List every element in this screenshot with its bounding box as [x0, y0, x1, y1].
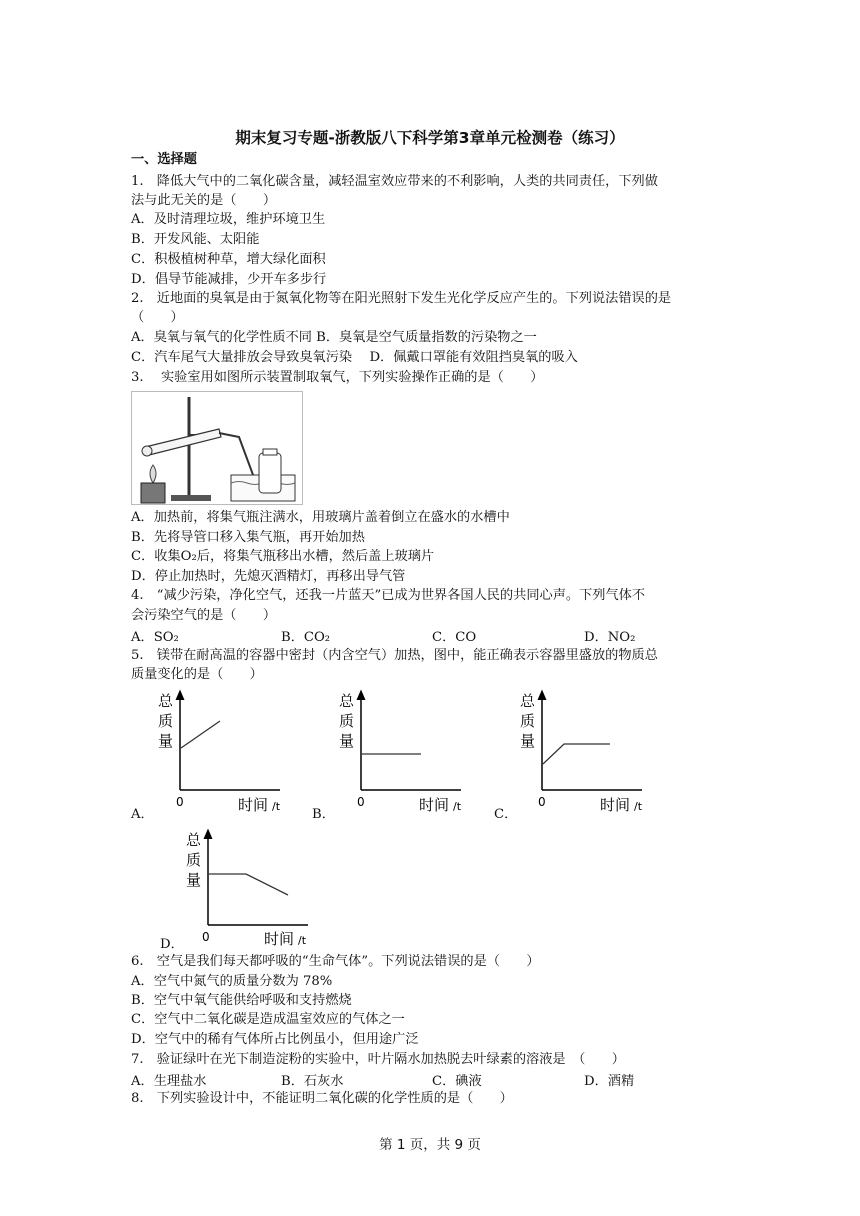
y-label-2: 质	[186, 851, 202, 869]
graph-d	[180, 829, 316, 957]
question-6-option-a: A．空气中氮气的质量分数为 78%	[131, 974, 333, 989]
question-7-option-a: A．生理盐水	[131, 1074, 207, 1089]
question-1-option-b: B．开发风能、太阳能	[131, 232, 260, 247]
y-label-1: 总	[158, 692, 174, 710]
question-6-option-c: C．空气中二氧化碳是造成温室效应的气体之一	[131, 1012, 405, 1027]
line-flat-then-fall	[209, 874, 288, 895]
question-2-options-ab: A．臭氧与氧气的化学性质不同 B．臭氧是空气质量指数的污染物之一	[131, 330, 537, 345]
question-5-option-b: B．	[312, 807, 335, 822]
question-6-stem: 6. 空气是我们每天都呼吸的“生命气体”。下列说法错误的是（ ）	[131, 954, 540, 969]
x-unit: /t	[634, 800, 643, 813]
question-3-stem: 3. 实验室用如图所示装置制取氧气，下列实验操作正确的是（ ）	[131, 370, 544, 385]
x-unit: /t	[298, 934, 307, 947]
x-label: 时间	[264, 930, 295, 948]
x-label: 时间	[419, 796, 450, 814]
y-label-3: 量	[520, 732, 536, 750]
x-label: 时间	[238, 796, 269, 814]
origin-label: 0	[357, 795, 365, 809]
question-3-option-b: B．先将导管口移入集气瓶，再开始加热	[131, 530, 365, 545]
question-7-option-c: C．碘液	[432, 1074, 482, 1089]
question-4-option-c: C．CO	[432, 630, 477, 645]
origin-label: 0	[202, 930, 210, 944]
line-increasing	[181, 721, 220, 748]
question-5-option-c: C．	[494, 807, 518, 822]
y-label-3: 量	[186, 871, 202, 889]
question-7-option-b: B．石灰水	[281, 1074, 344, 1089]
question-2-options-cd: C．汽车尾气大量排放会导致臭氧污染 D．佩戴口罩能有效阻挡臭氧的吸入	[131, 350, 578, 365]
question-4-stem-cont: 会污染空气的是（ ）	[131, 608, 277, 623]
origin-label: 0	[176, 795, 184, 809]
graph-a	[152, 686, 288, 814]
question-5-stem-cont: 质量变化的是（ ）	[131, 667, 263, 682]
page-title: 期末复习专题-浙教版八下科学第3章单元检测卷（练习）	[235, 129, 625, 147]
question-1-option-d: D．倡导节能减排，少开车多步行	[131, 272, 327, 287]
y-label-2: 质	[339, 712, 355, 730]
oxygen-apparatus-figure	[131, 391, 303, 505]
y-label-2: 质	[520, 712, 536, 730]
question-5-stem: 5. 镁带在耐高温的容器中密封（内含空气）加热，图中，能正确表示容器里盛放的物质总	[131, 648, 658, 663]
question-4-option-d: D．NO₂	[584, 630, 636, 645]
question-7-stem: 7. 验证绿叶在光下制造淀粉的实验中，叶片隔水加热脱去叶绿素的溶液是 （ ）	[131, 1052, 625, 1067]
question-1-option-c: C．积极植树种草，增大绿化面积	[131, 252, 326, 267]
origin-label: 0	[538, 795, 546, 809]
y-label-3: 量	[339, 732, 355, 750]
question-2-stem-cont: （ ）	[131, 310, 184, 325]
question-1-option-a: A．及时清理垃圾，维护环境卫生	[131, 212, 326, 227]
page-footer: 第 1 页，共 9 页	[379, 1137, 481, 1153]
question-6-option-d: D．空气中的稀有气体所占比例虽小，但用途广泛	[131, 1032, 419, 1047]
question-2-stem: 2. 近地面的臭氧是由于氮氧化物等在阳光照射下发生光化学反应产生的。下列说法错误的是	[131, 291, 672, 306]
question-7-option-d: D．酒精	[584, 1074, 635, 1089]
question-1-stem: 1. 降低大气中的二氧化碳含量，减轻温室效应带来的不利影响，人类的共同责任，下列做	[131, 174, 658, 189]
x-unit: /t	[272, 800, 281, 813]
question-3-option-a: A．加热前，将集气瓶注满水，用玻璃片盖着倒立在盛水的水槽中	[131, 510, 510, 525]
y-label-1: 总	[520, 692, 536, 710]
x-label: 时间	[600, 796, 631, 814]
line-rise-then-flat	[543, 744, 610, 764]
question-6-option-b: B．空气中氧气能供给呼吸和支持燃烧	[131, 993, 352, 1008]
y-label-3: 量	[158, 732, 174, 750]
question-5-option-d: D．	[160, 937, 184, 952]
question-4-stem: 4. “减少污染，净化空气，还我一片蓝天”已成为世界各国人民的共同心声。下列气体不	[131, 588, 645, 603]
question-3-option-d: D．停止加热时，先熄灭酒精灯，再移出导气管	[131, 569, 406, 584]
y-label-2: 质	[158, 712, 174, 730]
question-4-option-a: A．SO₂	[131, 630, 179, 645]
question-8-stem: 8. 下列实验设计中，不能证明二氧化碳的化学性质的是（ ）	[131, 1091, 513, 1106]
x-unit: /t	[453, 800, 462, 813]
section-heading: 一、选择题	[131, 152, 197, 167]
y-label-1: 总	[186, 831, 202, 849]
question-4-option-b: B．CO₂	[281, 630, 331, 645]
graph-b	[333, 686, 469, 814]
question-3-option-c: C．收集O₂后，将集气瓶移出水槽，然后盖上玻璃片	[131, 549, 435, 564]
y-label-1: 总	[339, 692, 355, 710]
question-1-stem-cont: 法与此无关的是（ ）	[131, 193, 277, 208]
question-5-option-a: A．	[131, 807, 154, 822]
graph-c	[514, 686, 650, 814]
